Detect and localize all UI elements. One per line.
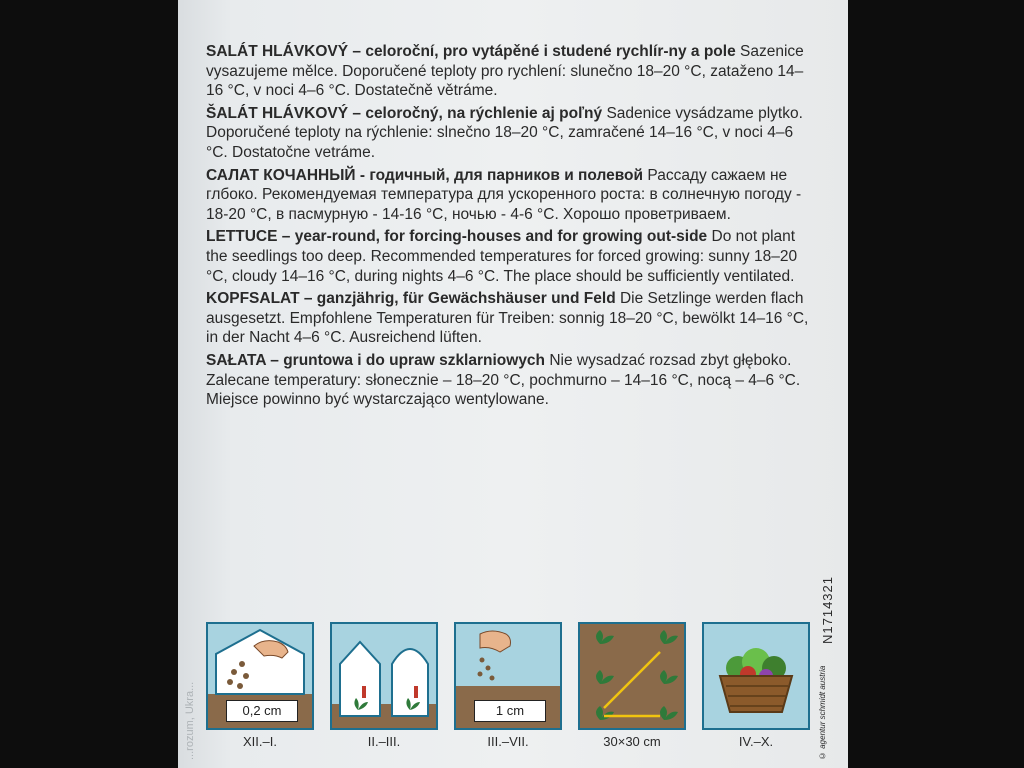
tile-4-spacing: 30×30 cm: [603, 734, 661, 749]
section-english: LETTUCE – year-round, for forcing-houses and for growing out-side Do not plant the seedlings too deep. Recommended temperatures for forced growing: sunny 18–20 °C, cloudy 14–16 °C, during nights 4–6 °C. The place should be sufficiently ventilated.: [206, 228, 798, 285]
tile-harvest: [702, 622, 810, 730]
publisher-logo-text: © agentur schmidt austria: [818, 665, 827, 760]
section-russian: САЛАТ КОЧАННЫЙ - годичный, для парников и полевой Рассаду сажаем не глбоко. Рекомендуемая температура для ускоренного роста: в солнечную погоду - 18-20 °С, в пасмурную - 14-16 °С, ночью - 4-6 °С. Хорошо проветриваем.: [206, 166, 802, 223]
background-left: [0, 0, 178, 768]
section-polish: SAŁATA – gruntowa i do upraw szklarniowych Nie wysadzać rozsad zbyt głęboko. Zalecane temperatury: słonecznie – 18–20 °C, pochmurno – 14–16 °C, nocą – 4–6 °C. Miejsce powinno być wystarczająco wentylowane.: [206, 351, 801, 409]
harvest-basket-icon: [704, 624, 808, 728]
catalog-number: N1714321: [820, 576, 835, 644]
tile-1-months: XII.–I.: [243, 734, 277, 749]
plant-spacing-icon: [580, 624, 684, 728]
tile-sowing-cover: [206, 622, 314, 730]
greenhouse-icon: [332, 624, 436, 728]
edge-text: ...rozum, Ukra...: [184, 681, 196, 760]
section-slovak: ŠALÁT HLÁVKOVÝ – celoročný, na rýchlenie aj poľný Sadenice vysádzame plytko. Doporučené teploty na rýchlenie: slnečno 18–20 °C, zamračené 14–16 °C, v noci 4–6 °C. Dostatočne vetráme.: [206, 104, 803, 161]
sowing-depth-label: 0,2 cm: [226, 700, 298, 722]
tile-greenhouse: [330, 622, 438, 730]
tile-2-months: II.–III.: [367, 734, 401, 749]
sowing-depth-label: 1 cm: [474, 700, 546, 722]
tile-3-months: III.–VII.: [487, 734, 529, 749]
tile-5-months: IV.–X.: [738, 734, 774, 749]
tile-outdoor-sowing: [454, 622, 562, 730]
instructions-text: [206, 42, 810, 616]
section-german: KOPFSALAT – ganzjährig, für Gewächshäuser und Feld Die Setzlinge werden flach ausgesetzt. Empfohlene Temperaturen für Treiben: sonnig 18–20 °C, bewölkt 14–16 °C, in der Nacht 4–6 °C. Ausreichend lüften.: [206, 290, 809, 347]
pictogram-row: [206, 622, 806, 768]
background-right: [848, 0, 1024, 768]
section-czech: SALÁT HLÁVKOVÝ – celoroční, pro vytápěné i studené rychlír-ny a pole Sazenice vysazujeme mělce. Doporučené teploty pro rychlení: slunečno 18–20 °C, zataženo 14–16 °C, v noci 4–6 °C. Dostatečně větráme.: [206, 43, 804, 100]
tile-spacing: [578, 622, 686, 730]
